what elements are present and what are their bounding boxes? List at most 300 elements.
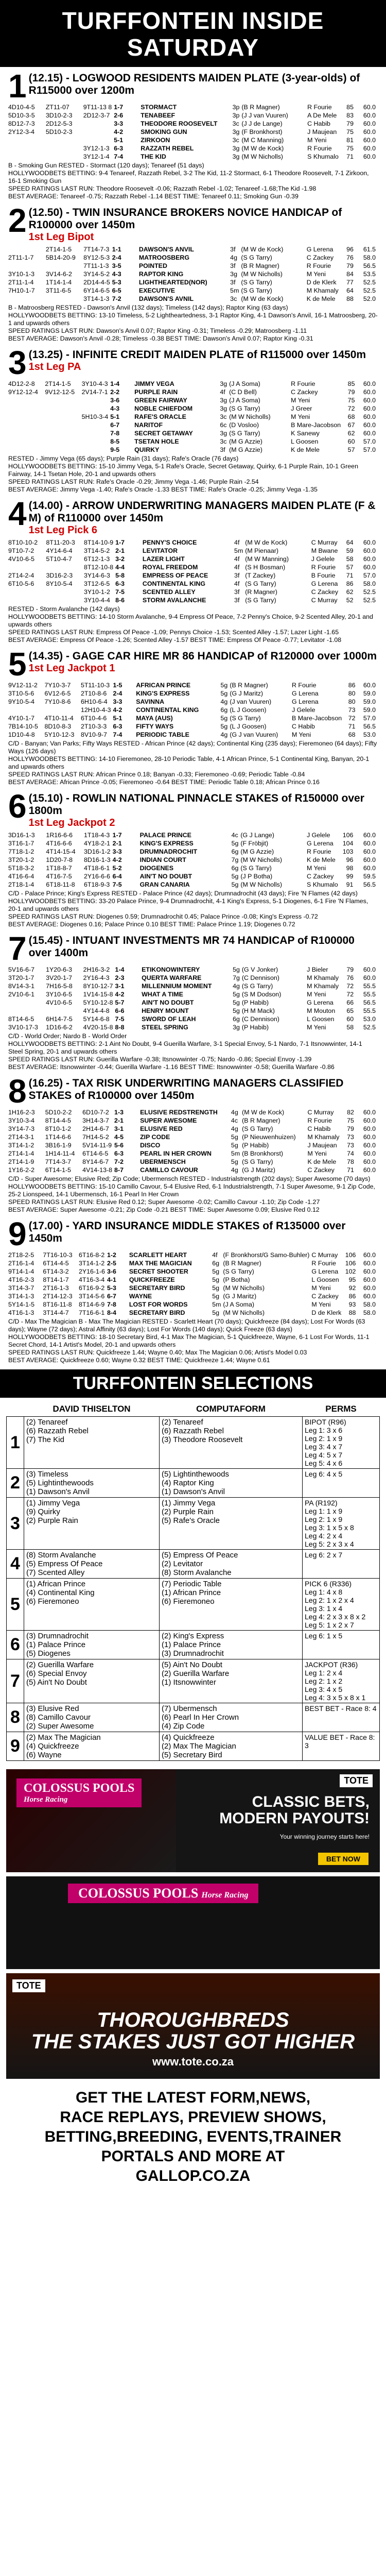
runner-row bbox=[8, 1284, 378, 1292]
race-title-block bbox=[29, 1076, 378, 1102]
runner-form-2 bbox=[46, 596, 84, 604]
runner-trainer: (P Nieuwenhuizen) bbox=[242, 1133, 296, 1141]
david-picks-line: (5) Lightinthewoods bbox=[26, 1479, 94, 1487]
colossus-pools-banner[interactable] bbox=[6, 1876, 380, 1969]
runner-rating: 86 bbox=[346, 580, 354, 587]
selection-race-number: 2 bbox=[7, 1469, 24, 1498]
runner-trainer: (S G Tarry) bbox=[245, 597, 276, 604]
runner-row bbox=[8, 974, 378, 982]
runner-form-1: 2V10-6-1 bbox=[8, 991, 34, 998]
runner-weight: 60.0 bbox=[363, 682, 376, 689]
runner-horse-name: PURPLE RAIN bbox=[134, 388, 178, 396]
runner-jockey: M Yeni bbox=[306, 270, 326, 278]
runner-form-1: 2Y12-3-4 bbox=[8, 128, 34, 135]
runner-jockey: C Zackey bbox=[306, 254, 334, 261]
runner-weight: 59.0 bbox=[363, 706, 376, 714]
runner-weight: 60.0 bbox=[363, 1133, 376, 1141]
runner-jockey: C Murray bbox=[311, 597, 338, 604]
perms-line: Leg 4: 2 x 3 x 8 x 2 bbox=[305, 1613, 366, 1621]
runner-form-2 bbox=[46, 563, 84, 571]
runner-horse-name: SWORD OF LEAH bbox=[142, 1015, 196, 1023]
runner-rating: 60 bbox=[347, 438, 355, 445]
runner-horse-age: 5g bbox=[233, 966, 240, 973]
runner-draw: 5-6 bbox=[114, 1142, 124, 1149]
perms bbox=[303, 1550, 380, 1579]
david-picks-line: (4) Continental King bbox=[26, 1588, 95, 1597]
runner-row bbox=[8, 706, 378, 714]
runner-form-1: 3Y10-1-3 bbox=[8, 270, 34, 278]
runner-trainer: (M G Azzie) bbox=[229, 446, 262, 453]
runner-horse-name: SECRET GETAWAY bbox=[134, 430, 193, 437]
runner-weight: 60.0 bbox=[363, 1150, 376, 1157]
runner-form-2: 8T14-4-5 bbox=[45, 1117, 71, 1124]
runner-horse-name: DRUMNADROCHIT bbox=[139, 848, 198, 855]
runner-jockey: M Khamaly bbox=[307, 974, 339, 981]
runner-draw: 2-1 bbox=[114, 1117, 124, 1124]
race-number: 4 bbox=[8, 495, 27, 532]
runner-form-3: 6D10-7-2 bbox=[82, 1109, 109, 1116]
runner-row bbox=[8, 1149, 378, 1158]
runner-trainer: (F Fröbjit) bbox=[240, 840, 269, 847]
runner-row bbox=[8, 588, 378, 596]
perms-line: Leg 3: 1 x 4 bbox=[305, 1604, 343, 1613]
runner-horse-age: 3p bbox=[232, 104, 240, 111]
runner-horse-age: 6g bbox=[220, 706, 228, 714]
runner-form-3: 3H14-3-7 bbox=[82, 1117, 109, 1124]
runner-form-2: 6T18-11-8 bbox=[46, 881, 75, 888]
runner-form-3: 7T16-6-1 bbox=[78, 1309, 105, 1316]
runner-row bbox=[8, 1300, 378, 1309]
runner-form-1: 4D10-4-5 bbox=[8, 104, 35, 111]
tote-thoroughbreds-ad[interactable] bbox=[6, 1973, 380, 2079]
race-title: (12.15) - LOGWOOD RESIDENTS MAIDEN PLATE (3-year-olds) of R115000 over 1200m bbox=[28, 72, 360, 96]
runners-table bbox=[8, 831, 378, 889]
runner-weight: 60.0 bbox=[363, 840, 376, 847]
runner-jockey: S Khumalo bbox=[307, 881, 338, 888]
selection-row bbox=[7, 1659, 380, 1703]
runner-form-2: 1T14-1-4 bbox=[45, 279, 72, 286]
runner-form-2: ZT11-07 bbox=[45, 104, 69, 111]
runner-trainer: (T Zackey) bbox=[245, 572, 276, 579]
runner-rating: 72 bbox=[347, 405, 355, 412]
runner-trainer: (J van Vuuren) bbox=[230, 698, 272, 705]
perms bbox=[303, 1703, 380, 1732]
runner-form-2: 2T14-12-3 bbox=[43, 1293, 73, 1300]
race-bet-type: 1st Leg Jackpot 1 bbox=[28, 663, 115, 674]
selections-section bbox=[0, 1398, 386, 1765]
runner-form-2 bbox=[45, 404, 81, 413]
runner-draw: 3-3 bbox=[113, 698, 122, 705]
runner-draw: 3-1 bbox=[115, 982, 125, 990]
runner-form-2: 7T16-10-3 bbox=[43, 1251, 73, 1259]
runner-jockey: M Yeni bbox=[307, 991, 326, 998]
computaform-picks-line: (6) Fieremoneo bbox=[162, 1597, 215, 1606]
runner-row bbox=[8, 990, 378, 998]
runner-trainer: (B R Magner) bbox=[230, 682, 268, 689]
runner-weight: 60.0 bbox=[363, 974, 376, 981]
runner-trainer: (J J de Lange) bbox=[241, 120, 283, 127]
runner-form-2: 6H14-7-5 bbox=[46, 1015, 73, 1023]
computaform-picks-line: (4) Zip Code bbox=[162, 1722, 205, 1731]
runner-trainer: (M W de Kock) bbox=[241, 246, 284, 253]
bet-now-button[interactable]: BET NOW bbox=[318, 1853, 369, 1865]
runner-trainer: (G J Maritz) bbox=[223, 1293, 257, 1300]
runner-row bbox=[8, 1007, 378, 1015]
selections-header-david: DAVID THISELTON bbox=[52, 1404, 131, 1414]
runner-horse-name: SUPER AWESOME bbox=[140, 1117, 197, 1124]
runner-rating: 83 bbox=[346, 112, 354, 119]
computaform-picks-line: (1) Itsnowwinter bbox=[162, 1678, 216, 1687]
runner-form-1: 2T18-1-4 bbox=[8, 881, 34, 888]
runner-jockey: M Yeni bbox=[291, 413, 310, 420]
runner-row bbox=[8, 1309, 378, 1317]
runner-form-2 bbox=[45, 421, 81, 429]
runner-weight: 58.0 bbox=[363, 254, 376, 261]
race-note-line: BEST AVERAGE: Diogenes 0.16; Palace Prince 0.10 BEST TIME: Palace Prince 1.19; Diogenes 0.72 bbox=[8, 921, 295, 928]
race-title: (17.00) - YARD INSURANCE MIDDLE STAKES of R135000 over 1450m bbox=[28, 1220, 346, 1244]
runner-form-2: 8T16-11-8 bbox=[43, 1301, 72, 1308]
runner-form-1: 5Y14-1-5 bbox=[8, 1301, 34, 1308]
runner-draw: 7-4 bbox=[113, 731, 122, 738]
runner-form-1: 1Y16-2-2 bbox=[8, 1166, 34, 1174]
runner-form-3: 2H16-3-2 bbox=[83, 966, 110, 973]
race-card bbox=[8, 1215, 378, 1364]
runner-form-2: 8T10-1-2 bbox=[45, 1125, 71, 1132]
runner-horse-age: 4g bbox=[230, 254, 237, 261]
runner-rating: 99 bbox=[346, 873, 354, 880]
runners-table bbox=[8, 681, 378, 739]
runner-horse-name: RAZZATH REBEL bbox=[141, 145, 194, 152]
runner-horse-name: SECRETARY BIRD bbox=[129, 1309, 185, 1316]
runner-trainer: (S M Dodson) bbox=[241, 991, 282, 998]
race-note-line: B - Matroosberg RESTED - Dawson's Anvil (132 days); Timeless (142 days); Raptor King (63 days) bbox=[8, 304, 288, 311]
runner-form-1 bbox=[8, 998, 46, 1007]
runner-form-3: 7H14-5-2 bbox=[82, 1133, 109, 1141]
runner-horse-name: AIN'T NO DOUBT bbox=[142, 999, 194, 1006]
ad-slogan-line1: CLASSIC BETS, bbox=[252, 1793, 370, 1810]
computaform-picks-line: (6) Razzath Rebel bbox=[162, 1427, 224, 1435]
runner-horse-age: 5g bbox=[212, 1309, 219, 1316]
runner-jockey: R Fourie bbox=[291, 380, 315, 387]
runner-rating: 77 bbox=[346, 279, 354, 286]
race-bet-type: 1st Leg Pick 6 bbox=[28, 524, 97, 536]
runner-row bbox=[8, 872, 378, 880]
runner-trainer: (S G Tarry) bbox=[240, 865, 272, 872]
computaform-picks-line: (1) Jimmy Vega bbox=[162, 1499, 216, 1507]
runner-weight: 60.0 bbox=[363, 413, 376, 420]
runner-jockey: J Maujean bbox=[307, 1142, 337, 1149]
runner-draw: 3-6 bbox=[110, 397, 120, 404]
runner-jockey: L Goosen bbox=[291, 438, 319, 445]
computaform-picks-line: (1) African Prince bbox=[162, 1588, 221, 1597]
runner-form-3: 8Y14-6-7 bbox=[82, 1158, 109, 1165]
runner-jockey: C Habib bbox=[307, 120, 330, 127]
computaform-picks-line: (7) Ubermensch bbox=[162, 1704, 217, 1713]
runner-horse-age: 3f bbox=[230, 246, 236, 253]
runner-form-3: 3Y14-5-2 bbox=[83, 270, 110, 278]
david-picks-line: (7) Scented Alley bbox=[26, 1568, 85, 1577]
runner-draw: 8-4 bbox=[107, 1309, 116, 1316]
runner-form-2: 1D20-7-8 bbox=[46, 856, 73, 863]
ad3-headline-line1: THOROUGHBREDS bbox=[97, 2009, 289, 2031]
race-header bbox=[8, 930, 378, 967]
runner-row bbox=[8, 446, 378, 454]
runner-draw: 4-2 bbox=[114, 128, 124, 135]
perms bbox=[303, 1469, 380, 1498]
runner-horse-name: SCENTED ALLEY bbox=[142, 588, 196, 596]
runner-weight: 60.0 bbox=[363, 848, 376, 855]
runner-form-2: 1Y20-6-3 bbox=[46, 966, 73, 973]
runner-row bbox=[8, 681, 378, 689]
runner-horse-name: KING'S EXPRESS bbox=[139, 840, 194, 847]
runner-form-3: 8Y12-5-3 bbox=[83, 254, 110, 261]
david-picks-line: (8) Storm Avalanche bbox=[26, 1551, 96, 1560]
runner-trainer: (B R Magner) bbox=[223, 1260, 261, 1267]
runner-form-3: 3T14-1-2 bbox=[78, 1260, 105, 1267]
runner-rating: 92 bbox=[348, 1284, 356, 1292]
runner-jockey: R Fourie bbox=[292, 682, 317, 689]
tote-url-link[interactable]: www.tote.co.za bbox=[152, 2055, 234, 2068]
runner-form-1 bbox=[8, 413, 45, 421]
runner-form-3: 8T14-10-9 bbox=[83, 539, 114, 546]
runner-row bbox=[8, 1166, 378, 1174]
david-picks bbox=[24, 1631, 160, 1659]
runner-horse-name: POINTED bbox=[138, 262, 167, 269]
runner-trainer: (M W Nicholls) bbox=[223, 1309, 265, 1316]
runner-form-2: 5D10-2-3 bbox=[45, 128, 73, 135]
runner-horse-name: SAVINNA bbox=[136, 698, 165, 705]
runner-draw: 3-3 bbox=[112, 848, 122, 855]
runner-row bbox=[8, 982, 378, 990]
footer-line3: BETTING,BREEDING, EVENTS,TRAINER bbox=[44, 2128, 342, 2145]
runner-draw: 6-3 bbox=[114, 1150, 124, 1157]
runner-form-2: 2T16-1-3 bbox=[43, 1284, 69, 1292]
runner-horse-age: 3f bbox=[234, 572, 240, 579]
runner-weight: 60.0 bbox=[363, 966, 376, 973]
runner-jockey: G Lerena bbox=[292, 698, 319, 705]
runner-rating: 106 bbox=[342, 832, 354, 839]
runner-rating: 84 bbox=[346, 270, 354, 278]
runner-trainer: (S G Tarry) bbox=[229, 405, 260, 412]
perms bbox=[303, 1732, 380, 1761]
runner-horse-name: MAYA (AUS) bbox=[136, 715, 173, 722]
runner-draw: 7-8 bbox=[110, 430, 120, 437]
runner-draw: 4-2 bbox=[115, 991, 125, 998]
david-picks-line: (6) Wayne bbox=[26, 1751, 62, 1759]
david-picks-line: (5) Diogenes bbox=[26, 1649, 71, 1658]
runner-weight: 59.0 bbox=[363, 698, 376, 705]
runner-weight: 60.0 bbox=[363, 120, 376, 127]
runner-draw: 1-4 bbox=[110, 380, 120, 387]
header-title-line2: SATURDAY bbox=[127, 34, 259, 61]
race-bet-type: 1st Leg Bipot bbox=[28, 231, 94, 243]
runner-form-2: 3V20-1-7 bbox=[46, 974, 73, 981]
runner-jockey: D de Klerk bbox=[311, 1309, 342, 1316]
runner-form-2: 6V12-6-5 bbox=[44, 690, 71, 697]
runner-trainer: (G J Lange) bbox=[240, 832, 274, 839]
runner-form-3: 2T10-8-6 bbox=[80, 690, 107, 697]
runner-weight: 60.0 bbox=[363, 832, 376, 839]
runner-jockey: J Gelele bbox=[307, 832, 330, 839]
runner-form-2: 3V14-6-2 bbox=[45, 270, 72, 278]
runner-form-3: 3T12-6-5 bbox=[83, 580, 110, 587]
runner-form-2: 3Y10-6-5 bbox=[46, 991, 73, 998]
runner-trainer: (S G Tarry) bbox=[241, 279, 272, 286]
runner-rating: 76 bbox=[346, 254, 354, 261]
runner-rating: 71 bbox=[346, 153, 354, 160]
runner-weight: 60.0 bbox=[363, 856, 376, 863]
runner-horse-name: PALACE PRINCE bbox=[139, 832, 191, 839]
runner-horse-age: 5g bbox=[220, 682, 228, 689]
runner-form-1: 8D12-7-3 bbox=[8, 120, 35, 127]
race-header bbox=[8, 646, 378, 683]
runner-horse-name: THE KID bbox=[141, 153, 166, 160]
runner-form-3: 7T14-7-3 bbox=[83, 246, 110, 253]
runner-form-3 bbox=[83, 128, 114, 136]
runner-form-2 bbox=[45, 429, 81, 437]
runner-form-3: 5Y14-6-8 bbox=[83, 1015, 110, 1023]
runner-form-2: 4T10-11-4 bbox=[44, 715, 74, 722]
race-note-line: BEST AVERAGE: Tenareef -0.75; Razzath Rebel -1.14 BEST TIME: Tenareef 0.11; Smoking Gun -0.39 bbox=[8, 193, 299, 200]
runner-form-3: 8V10-9-7 bbox=[80, 731, 107, 738]
runner-form-1: 3T14-3-7 bbox=[8, 1284, 34, 1292]
runner-horse-age: 4f bbox=[234, 539, 240, 546]
runner-draw: 5-7 bbox=[115, 999, 125, 1006]
runner-weight: 60.0 bbox=[363, 1268, 376, 1275]
footer-link[interactable]: GALLOP.CO.ZA bbox=[135, 2167, 251, 2184]
runner-form-3: 6Y14-6-5 bbox=[83, 287, 110, 294]
runner-jockey: M Mouton bbox=[307, 1007, 336, 1014]
runner-rating: 58 bbox=[346, 1024, 354, 1031]
runner-jockey: J Maujean bbox=[307, 128, 337, 135]
runner-horse-age: 5m bbox=[212, 1301, 221, 1308]
runner-horse-name: CONTINENTAL KING bbox=[136, 706, 199, 714]
runner-form-3: 3Y10-4-4 bbox=[83, 597, 110, 604]
runner-rating: 79 bbox=[346, 120, 354, 127]
runner-draw: 2-1 bbox=[112, 840, 122, 847]
runner-trainer: (L J Goosen) bbox=[230, 723, 267, 730]
runner-draw: 9-5 bbox=[110, 446, 120, 453]
runners-table bbox=[8, 380, 378, 454]
race-title-block bbox=[29, 649, 377, 674]
david-picks-line: (8) Camillo Cavour bbox=[26, 1713, 91, 1722]
race-card bbox=[8, 930, 378, 1071]
race-card bbox=[8, 67, 378, 200]
runner-rating: 96 bbox=[346, 246, 354, 253]
runner-horse-age: 4c bbox=[231, 832, 238, 839]
runner-horse-age: 5g bbox=[231, 881, 239, 888]
runner-weight: 60.0 bbox=[363, 153, 376, 160]
runner-form-2: 4T16-7-5 bbox=[46, 873, 72, 880]
runner-weight: 60.0 bbox=[363, 380, 376, 387]
runner-row bbox=[8, 1267, 378, 1276]
race-card bbox=[8, 202, 378, 343]
runner-form-1: 3T20-1-7 bbox=[8, 974, 34, 981]
runner-trainer: (M W Nicholls) bbox=[229, 413, 271, 420]
colossus-pools-ad[interactable] bbox=[6, 1769, 380, 1872]
runner-form-2: 7T14-3-7 bbox=[45, 1158, 71, 1165]
runner-form-3: 2H14-6-7 bbox=[82, 1125, 109, 1132]
runner-horse-name: LOST FOR WORDS bbox=[129, 1301, 188, 1308]
runner-weight: 60.0 bbox=[363, 430, 376, 437]
ad-brand-logo bbox=[16, 1778, 142, 1807]
runner-jockey: K de Mele bbox=[306, 295, 336, 302]
runner-jockey: G Lerena bbox=[307, 840, 334, 847]
runner-weight: 52.5 bbox=[363, 588, 376, 596]
runner-jockey: M Yeni bbox=[291, 397, 310, 404]
runner-jockey: D de Klerk bbox=[306, 279, 337, 286]
perms-line: Leg 3: 1 x 5 x 8 bbox=[305, 1523, 354, 1532]
runner-form-3: 2Y16-1-6 bbox=[78, 1268, 105, 1275]
runner-form-2: 7Y10-3-7 bbox=[44, 682, 71, 689]
runner-form-2: 7H16-5-8 bbox=[46, 982, 73, 990]
runner-row bbox=[8, 270, 378, 278]
runner-form-1: 7H10-1-7 bbox=[8, 287, 35, 294]
runner-rating: 72 bbox=[346, 982, 354, 990]
runner-horse-name: RAFE'S ORACLE bbox=[134, 413, 186, 420]
runner-rating: 75 bbox=[347, 397, 355, 404]
runner-horse-name: MATROOSBERG bbox=[138, 254, 190, 261]
runner-row bbox=[8, 722, 378, 731]
runner-trainer: (D Vosloo) bbox=[229, 421, 259, 429]
runner-horse-age: 5g bbox=[220, 715, 228, 722]
runner-horse-age: 3c bbox=[230, 295, 237, 302]
runner-trainer: (M W Nicholls) bbox=[240, 881, 282, 888]
runner-form-1: 3T14-1-3 bbox=[8, 1293, 34, 1300]
runner-rating: 72 bbox=[348, 715, 356, 722]
runner-trainer: (M C Manning) bbox=[241, 137, 284, 144]
david-picks-line: (7) The Kid bbox=[26, 1435, 64, 1444]
runner-form-2: 4V10-6-5 bbox=[46, 999, 73, 1006]
runner-trainer: (P Habib) bbox=[241, 1024, 269, 1031]
david-picks-line: (2) Purple Rain bbox=[26, 1516, 78, 1525]
runner-horse-age: 3g bbox=[230, 270, 237, 278]
david-picks bbox=[24, 1469, 160, 1498]
race-card bbox=[8, 1073, 378, 1214]
runner-form-2 bbox=[45, 396, 81, 404]
race-card bbox=[8, 646, 378, 786]
runner-form-2: 2D12-5-3 bbox=[45, 120, 73, 127]
race-note-line: BEST AVERAGE: Quickfreeze 0.60; Wayne 0.32 BEST TIME: Quickfreeze 1.44; Wayne 0.61 bbox=[8, 1357, 270, 1364]
race-bet-type: 1st Leg Jackpot 2 bbox=[28, 817, 115, 828]
footer-line4: PORTALS AND MORE AT bbox=[101, 2148, 285, 2165]
runner-trainer: (C Dennison) bbox=[241, 974, 279, 981]
runner-form-3: 9T11-13 8 bbox=[83, 104, 112, 111]
david-picks-line: (3) Timeless bbox=[26, 1470, 68, 1479]
ad-brand-sub: Horse Racing bbox=[24, 1795, 68, 1804]
runner-trainer: (J P Botha) bbox=[240, 873, 273, 880]
perms-line: Leg 1: 1 x 9 bbox=[305, 1507, 343, 1515]
runner-row bbox=[8, 839, 378, 848]
runner-weight: 60.0 bbox=[363, 405, 376, 412]
computaform-picks-line: (5) Empress Of Peace bbox=[162, 1551, 238, 1560]
runner-row bbox=[8, 1259, 378, 1267]
runner-row bbox=[8, 404, 378, 413]
race-note-line: SPEED RATINGS LAST RUN: Elusive Red 0.12; Super Awesome -0.02; Camillo Cavour -1.10; Zip Code -1.27 bbox=[8, 1198, 320, 1206]
runner-form-2 bbox=[44, 706, 80, 714]
runner-horse-name: INDIAN COURT bbox=[139, 856, 186, 863]
computaform-picks-line: (3) Theodore Roosevelt bbox=[162, 1435, 243, 1444]
runner-form-3: 7T11-1-3 bbox=[83, 262, 109, 269]
runner-rating: 91 bbox=[346, 881, 354, 888]
runner-row bbox=[8, 1023, 378, 1031]
runner-trainer: (S G Tarry) bbox=[241, 982, 273, 990]
runner-form-2: 6T14-4-5 bbox=[43, 1260, 69, 1267]
runner-draw: 6-3 bbox=[114, 145, 124, 152]
runner-horse-name: SECRET SHOOTER bbox=[129, 1268, 188, 1275]
runner-rating: 106 bbox=[345, 1260, 356, 1267]
runner-trainer: (P Habib) bbox=[242, 1142, 269, 1149]
